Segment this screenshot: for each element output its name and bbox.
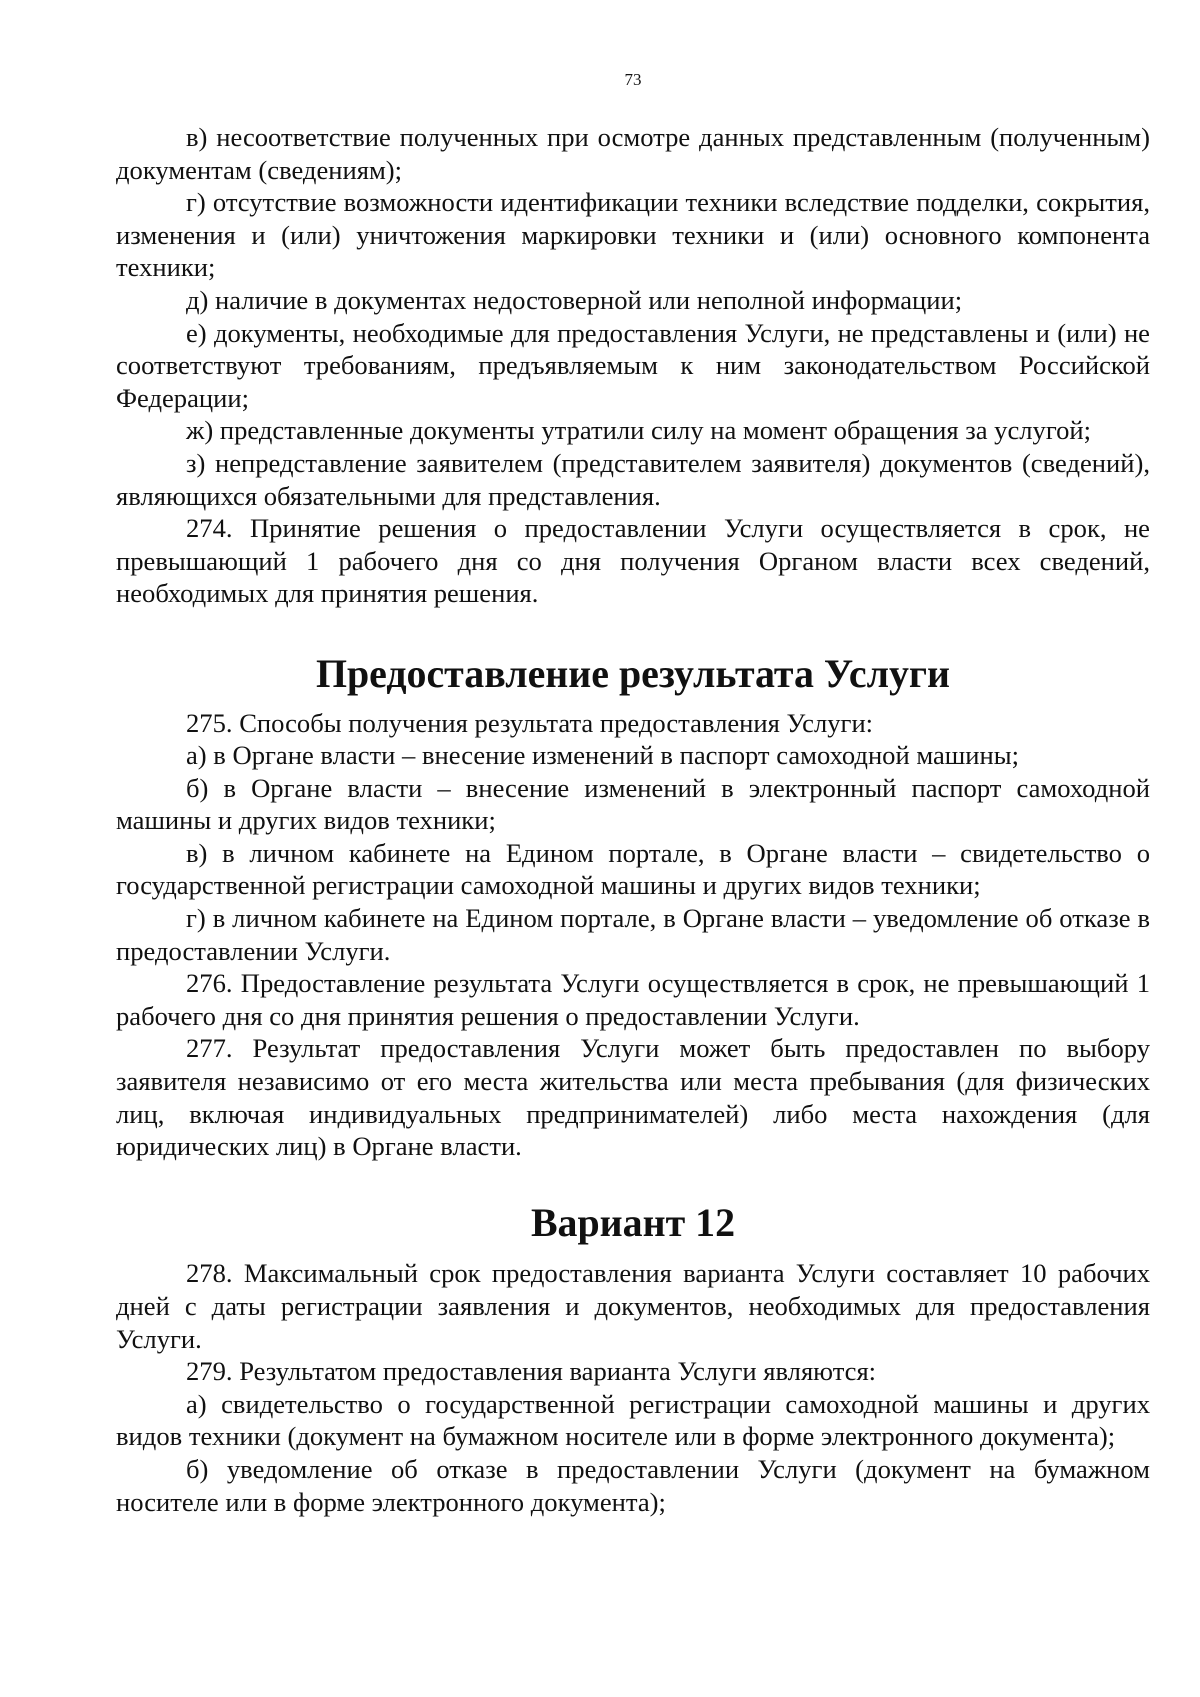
paragraph-279-a: а) свидетельство о государственной регистрации самоходной машины и других видов техники (документ на бумажном носителе или в форме электронного документа); (116, 1388, 1150, 1452)
paragraph-275: 275. Способы получения результата предоставления Услуги: (186, 707, 874, 738)
paragraph-278: 278. Максимальный срок предоставления варианта Услуги составляет 10 рабочих дней с даты регистрации заявления и документов, необходимых для предоставления Услуги. (116, 1258, 1150, 1354)
section-heading-result: Предоставление результата Услуги (315, 650, 951, 696)
paragraph-274: 274. Принятие решения о предоставлении Услуги осуществляется в срок, не превышающий 1 рабочего дня со дня получения Органом власти всех сведений, необходимых для принятия решения. (116, 513, 1150, 609)
paragraph-item-v: в) несоответствие полученных при осмотре данных представленным (полученным) документам (сведениям); (116, 122, 1150, 185)
paragraph-item-z: з) непредставление заявителем (представителем заявителя) документов (сведений), являющихся обязательными для представления. (116, 447, 1150, 511)
paragraph-276: 276. Предоставление результата Услуги осуществляется в срок, не превышающий 1 рабочего дня со дня принятия решения о предоставлении Услуги. (116, 968, 1150, 1031)
paragraph-275-g: г) в личном кабинете на Едином портале, в Органе власти – уведомление об отказе в предоставлении Услуги. (116, 903, 1150, 966)
paragraph-275-b: б) в Органе власти – внесение изменений в электронный паспорт самоходной машины и других видов техники; (116, 772, 1150, 836)
paragraph-item-zh: ж) представленные документы утратили силу на момент обращения за услугой; (186, 415, 1092, 446)
paragraph-277: 277. Результат предоставления Услуги может быть предоставлен по выбору заявителя независимо от его места жительства или места пребывания (для физических лиц, включая индивидуальных предпринимателей) либо места нахождения (для юридических лиц) в Органе власти. (116, 1033, 1150, 1162)
paragraph-item-e: е) документы, необходимые для предоставления Услуги, не представлены и (или) не соответствуют требованиям, предъявляемым к ним законодательством Российской Федерации; (116, 317, 1150, 413)
paragraph-279-b: б) уведомление об отказе в предоставлении Услуги (документ на бумажном носителе или в форме электронного документа); (116, 1453, 1150, 1517)
paragraph-275-v: в) в личном кабинете на Едином портале, в Органе власти – свидетельство о государственной регистрации самоходной машины и других видов техники; (116, 837, 1150, 901)
section-heading-variant-12: Вариант 12 (530, 1199, 736, 1245)
paragraph-279: 279. Результатом предоставления варианта Услуги являются: (186, 1356, 877, 1387)
paragraph-275-a: а) в Органе власти – внесение изменений в паспорт самоходной машины; (186, 740, 1020, 771)
paragraph-item-d: д) наличие в документах недостоверной или неполной информации; (186, 284, 963, 315)
document-body (116, 121, 1150, 1518)
page-number: 73 (624, 70, 642, 89)
paragraph-item-g: г) отсутствие возможности идентификации техники вследствие подделки, сокрытия, изменения и (или) уничтожения маркировки техники и (или) основного компонента техники; (116, 187, 1150, 283)
